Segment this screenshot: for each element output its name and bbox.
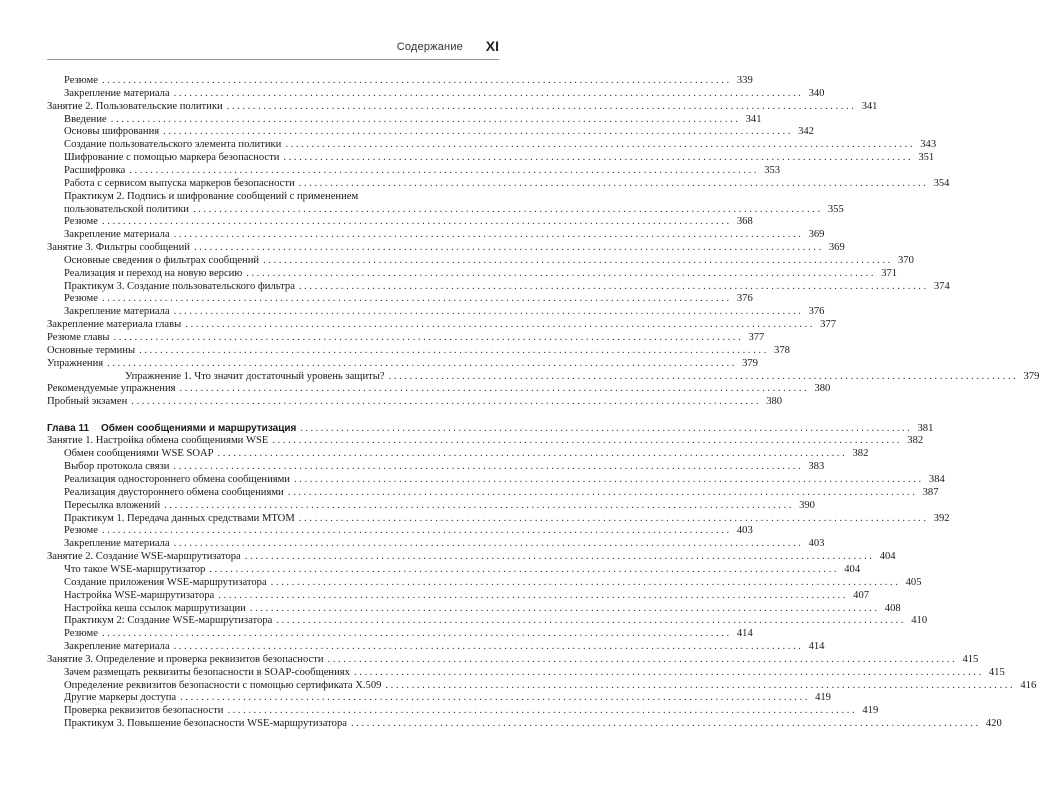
toc-dot-leader: ........................................................................................................................ xyxy=(298,177,929,189)
toc-page-number: 404 xyxy=(879,551,896,563)
toc-dot-leader: ........................................................................................................................ xyxy=(300,422,913,434)
toc-entry[interactable] xyxy=(47,653,979,667)
toc-entry[interactable] xyxy=(47,666,1005,680)
toc-page-number: 382 xyxy=(852,448,869,460)
toc-entry-title: Пересылка вложений xyxy=(64,499,161,511)
toc-dot-leader: ........................................................................................................................ xyxy=(285,139,916,151)
toc-entry[interactable] xyxy=(47,87,825,101)
toc-page-number: 387 xyxy=(922,486,939,498)
toc-entry[interactable] xyxy=(47,344,790,358)
toc-dot-leader: ........................................................................................................................ xyxy=(217,448,848,460)
toc-dot-leader: ........................................................................................................................ xyxy=(385,679,1016,691)
toc-entry-title: Закрепление материала xyxy=(64,87,170,99)
toc-entry-title: Резюме xyxy=(64,75,98,86)
toc-dot-leader: ........................................................................................................................ xyxy=(173,306,804,318)
toc-entry-title: Резюме xyxy=(64,628,98,640)
toc-page-number: 342 xyxy=(798,126,814,138)
toc-entry-title: Настройка WSE-маршрутизатора xyxy=(64,589,215,601)
toc-chapter-entry[interactable] xyxy=(47,422,934,436)
toc-entry-title: Закрепление материала xyxy=(64,538,170,550)
toc-page-number: 382 xyxy=(907,435,924,447)
toc-entry[interactable] xyxy=(47,216,753,229)
toc-entry[interactable] xyxy=(47,139,937,152)
toc-dot-leader: ........................................................................................................................ xyxy=(193,242,824,253)
toc-entry[interactable] xyxy=(47,525,753,538)
toc-dot-leader: ........................................................................................................................ xyxy=(276,615,907,627)
toc-entry[interactable] xyxy=(47,191,499,204)
toc-entry-title: Создание пользовательского элемента политики xyxy=(64,139,282,151)
toc-entry[interactable] xyxy=(47,615,928,628)
toc-entry-title: Занятие 3. Определение и проверка реквизитов безопасности xyxy=(47,653,324,665)
toc-chapter-number: Глава 11 xyxy=(47,422,90,434)
toc-entry[interactable] xyxy=(47,512,950,526)
toc-entry[interactable] xyxy=(47,448,869,461)
toc-page-number: 351 xyxy=(918,152,935,164)
toc-entry-title: Расшифровка xyxy=(64,164,126,176)
toc-entry-title: Основные термины xyxy=(47,344,136,356)
toc-dot-leader: ........................................................................................................................ xyxy=(101,216,732,228)
toc-entry-title: Закрепление материала xyxy=(64,229,170,241)
toc-entry[interactable] xyxy=(47,679,1037,693)
toc-entry-title: Упражнения xyxy=(47,357,104,369)
toc-entry[interactable] xyxy=(47,254,914,268)
toc-entry[interactable] xyxy=(47,75,753,88)
toc-entry-title: Другие маркеры доступа xyxy=(64,692,177,704)
toc-dot-leader: ........................................................................................................................ xyxy=(110,113,741,125)
toc-entry-title: Шифрование с помощью маркера безопасности xyxy=(64,152,280,164)
toc-page-number: 370 xyxy=(898,254,914,266)
toc-dot-leader: ........................................................................................................................ xyxy=(179,383,810,395)
toc-page-number: 414 xyxy=(808,641,825,652)
toc-page-number: 354 xyxy=(933,177,950,189)
toc-entry-title: Практикум 2. Подпись и шифрование сообщений с применением xyxy=(64,190,359,202)
toc-entry-title: пользовательской политики xyxy=(64,203,189,215)
toc-page-number: 355 xyxy=(827,203,844,215)
toc-entry[interactable] xyxy=(47,113,762,127)
toc-dot-leader: ........................................................................................................................ xyxy=(353,666,984,678)
toc-entry[interactable] xyxy=(47,641,825,654)
toc-entry-title: Создание приложения WSE-маршрутизатора xyxy=(64,576,267,588)
toc-entry[interactable] xyxy=(47,538,825,551)
toc-entry-title: Занятие 2. Создание WSE-маршрутизатора xyxy=(47,551,241,563)
toc-entry[interactable] xyxy=(47,576,922,590)
toc-entry[interactable] xyxy=(47,718,1002,731)
toc-dot-leader: ........................................................................................................................ xyxy=(180,692,810,704)
toc-entry[interactable] xyxy=(47,306,825,319)
toc-entry[interactable] xyxy=(47,293,753,306)
toc-page-number: 383 xyxy=(808,461,825,473)
toc-entry[interactable] xyxy=(47,242,845,255)
toc-page-number: 390 xyxy=(799,499,815,511)
toc-entry-title: Пробный экзамен xyxy=(47,396,128,408)
toc-entry-title: Практикум 3. Создание пользовательского фильтра xyxy=(64,280,295,292)
toc-page-number: 380 xyxy=(766,396,783,408)
toc-page-number: 415 xyxy=(962,653,979,665)
toc-entry[interactable] xyxy=(47,628,753,641)
toc-entry-title: Основы шифрования xyxy=(64,126,160,138)
toc-dot-leader: ........................................................................................................................ xyxy=(101,525,732,537)
toc-entry-title: Практикум 2: Создание WSE-маршрутизатора xyxy=(64,615,273,627)
toc-entry[interactable] xyxy=(47,474,945,487)
toc-entry[interactable] xyxy=(47,499,815,513)
toc-dot-leader: ........................................................................................................................ xyxy=(272,435,903,447)
toc-entry[interactable] xyxy=(47,589,870,603)
toc-dot-leader: ........................................................................................................................ xyxy=(101,628,732,640)
running-header xyxy=(47,38,499,60)
toc-entry-title: Реализация двустороннего обмена сообщениями xyxy=(64,486,284,498)
toc-entry-title: Определение реквизитов безопасности с помощью сертификата X.509 xyxy=(64,679,382,691)
toc-entry[interactable] xyxy=(47,152,935,165)
toc-entry[interactable] xyxy=(47,551,896,564)
toc-page-number: 339 xyxy=(736,75,753,86)
toc-entry-title: Занятие 1. Настройка обмена сообщениями WSE xyxy=(47,435,269,447)
toc-dot-leader: ........................................................................................................................ xyxy=(263,254,893,266)
toc-entry[interactable] xyxy=(47,126,814,139)
toc-dot-leader: ........................................................................................................................ xyxy=(164,499,794,511)
toc-dot-leader: ........................................................................................................................ xyxy=(287,486,918,498)
toc-dot-leader: ........................................................................................................................ xyxy=(298,512,929,524)
toc-dot-leader: ........................................................................................................................ xyxy=(298,280,929,292)
toc-page-number: 379 xyxy=(1023,370,1039,382)
toc-dot-leader: ........................................................................................................................ xyxy=(246,267,877,279)
toc-entry-title: Выбор протокола связи xyxy=(64,461,170,473)
toc-entry-title: Работа с сервисом выпуска маркеров безопасности xyxy=(64,177,295,189)
toc-page-number: 353 xyxy=(764,164,781,176)
toc-dot-leader: ........................................................................................................................ xyxy=(101,75,732,86)
toc-page-number: 392 xyxy=(933,512,950,524)
toc-dot-leader: ........................................................................................................................ xyxy=(192,203,823,215)
toc-page-number: 368 xyxy=(736,216,753,228)
toc-entry-title: Занятие 2. Пользовательские политики xyxy=(47,100,223,112)
toc-entry[interactable] xyxy=(47,229,825,242)
toc-entry-title: Настройка кеша ссылок маршрутизации xyxy=(64,602,246,614)
toc-dot-leader: ........................................................................................................................ xyxy=(173,87,804,99)
toc-entry-title: Занятие 3. Фильтры сообщений xyxy=(47,242,190,253)
toc-dot-leader: ........................................................................................................................ xyxy=(293,474,924,485)
toc-entry[interactable] xyxy=(47,435,924,448)
toc-entry-title: Практикум 1. Передача данных средствами MTOM xyxy=(64,512,295,524)
toc-page-number: 376 xyxy=(736,293,753,305)
running-header-section-title: Содержание xyxy=(396,41,463,53)
toc-page-number: 414 xyxy=(736,628,753,640)
toc-entry-title: Реализация одностороннего обмена сообщениями xyxy=(64,474,290,485)
toc-page-number: 377 xyxy=(820,319,837,331)
toc-page-number: 379 xyxy=(742,357,758,369)
toc-page-number: 340 xyxy=(808,87,825,99)
toc-dot-leader: ........................................................................................................................ xyxy=(209,563,840,575)
toc-page-number: 343 xyxy=(920,139,937,151)
toc-dot-leader: ........................................................................................................................ xyxy=(388,370,1019,382)
toc-page-number: 377 xyxy=(748,332,765,343)
toc-dot-leader: ........................................................................................................................ xyxy=(163,126,793,138)
toc-entry-title: Практикум 3. Повышение безопасности WSE-маршрутизатора xyxy=(64,718,347,730)
toc-page-number: 371 xyxy=(881,267,898,279)
toc-dot-leader: ........................................................................................................................ xyxy=(350,718,981,730)
toc-entry-title: Рекомендуемые упражнения xyxy=(47,383,176,395)
toc-dot-leader: ........................................................................................................................ xyxy=(227,705,858,717)
toc-entry[interactable] xyxy=(47,100,878,114)
toc-entry-title: Резюме главы xyxy=(47,332,110,343)
toc-dot-leader: ........................................................................................................................ xyxy=(283,152,914,164)
toc-dot-leader: ........................................................................................................................ xyxy=(218,589,849,601)
toc-page-number: 374 xyxy=(933,280,950,292)
toc-page-number: 420 xyxy=(985,718,1002,730)
toc-entry[interactable] xyxy=(47,370,1039,384)
toc-entry-title: Закрепление материала xyxy=(64,306,170,318)
toc-entry[interactable] xyxy=(47,164,781,178)
toc-dot-leader: ........................................................................................................................ xyxy=(101,293,732,305)
toc-dot-leader: ........................................................................................................................ xyxy=(270,576,901,588)
toc-page-number: 410 xyxy=(911,615,928,627)
toc-entry-title: Введение xyxy=(64,113,107,125)
toc-entry-title: Резюме xyxy=(64,216,98,228)
toc-entry[interactable] xyxy=(47,280,950,294)
toc-page-number: 405 xyxy=(905,576,922,588)
toc-dot-leader: ........................................................................................................................ xyxy=(244,551,875,563)
toc-page-number: 369 xyxy=(808,229,825,241)
toc-entry-title: Упражнение 1. Что значит достаточный уровень защиты? xyxy=(125,370,385,382)
toc-dot-leader: ........................................................................................................................ xyxy=(129,164,760,176)
toc-dot-leader: ........................................................................................................................ xyxy=(173,461,804,473)
toc-dot-leader: ........................................................................................................................ xyxy=(327,653,958,665)
toc-page-number: 378 xyxy=(774,344,790,356)
toc-entry-title: Основные сведения о фильтрах сообщений xyxy=(64,254,260,266)
toc-entry-title: Резюме xyxy=(64,525,98,537)
toc-page-number: 407 xyxy=(853,589,870,601)
toc-page-number: 419 xyxy=(862,705,879,717)
toc-entry[interactable] xyxy=(47,383,831,396)
toc-entry[interactable] xyxy=(47,267,898,281)
toc-entry[interactable] xyxy=(47,705,879,718)
page-number: XI xyxy=(485,38,499,54)
toc-entry[interactable] xyxy=(47,203,844,217)
toc-dot-leader: ........................................................................................................................ xyxy=(173,229,804,241)
toc-entry[interactable] xyxy=(47,396,783,409)
toc-entry-title: Что такое WSE-маршрутизатор xyxy=(64,563,206,575)
toc-entry-title: Закрепление материала xyxy=(64,641,170,652)
toc-page-number: 341 xyxy=(861,100,878,112)
toc-entry[interactable] xyxy=(47,461,825,474)
toc-page-number: 380 xyxy=(814,383,831,395)
toc-dot-leader: ........................................................................................................................ xyxy=(131,396,762,408)
toc-dot-leader: ........................................................................................................................ xyxy=(249,602,880,614)
toc-dot-leader: ........................................................................................................................ xyxy=(173,641,804,652)
toc-entry[interactable] xyxy=(47,486,939,500)
toc-page-number: 376 xyxy=(808,306,825,318)
toc-entry[interactable] xyxy=(47,692,831,705)
toc-dot-leader: ........................................................................................................................ xyxy=(139,344,769,356)
toc-entry[interactable] xyxy=(47,177,950,191)
toc-page-number: 341 xyxy=(745,113,762,125)
toc-page-number: 384 xyxy=(928,474,945,485)
toc-entry-title: Обмен сообщениями и маршрутизация xyxy=(101,422,297,434)
toc-dot-leader: ........................................................................................................................ xyxy=(185,319,816,331)
toc-entry[interactable] xyxy=(47,602,901,616)
toc-entry-title: Проверка реквизитов безопасности xyxy=(64,705,224,717)
toc-dot-leader: ........................................................................................................................ xyxy=(173,538,804,550)
toc-page-number: 416 xyxy=(1020,679,1037,691)
toc-page-number: 381 xyxy=(917,422,934,434)
toc-dot-leader: ........................................................................................................................ xyxy=(113,332,744,343)
toc-page-number: 419 xyxy=(815,692,831,704)
toc-page-number: 369 xyxy=(828,242,845,253)
toc-entry[interactable] xyxy=(47,332,765,345)
toc-page-number: 408 xyxy=(884,602,901,614)
toc-entry-title: Реализация и переход на новую версию xyxy=(64,267,243,279)
toc-entry[interactable] xyxy=(47,319,837,332)
toc-dot-leader: ........................................................................................................................ xyxy=(107,357,737,369)
toc-page-number: 403 xyxy=(736,525,753,537)
toc-page-number: 403 xyxy=(808,538,825,550)
toc-entry[interactable] xyxy=(47,357,758,371)
toc-page-number: 415 xyxy=(988,666,1005,678)
toc-entry-title: Резюме xyxy=(64,293,98,305)
toc-entry-title: Обмен сообщениями WSE SOAP xyxy=(64,448,214,460)
toc-entry-title: Закрепление материала главы xyxy=(47,319,182,331)
toc-page-number: 404 xyxy=(844,563,861,575)
toc-entry-title: Зачем размещать реквизиты безопасности в SOAP-сообщениях xyxy=(64,666,350,678)
toc-dot-leader: ........................................................................................................................ xyxy=(226,100,857,112)
toc-entry[interactable] xyxy=(47,563,861,577)
